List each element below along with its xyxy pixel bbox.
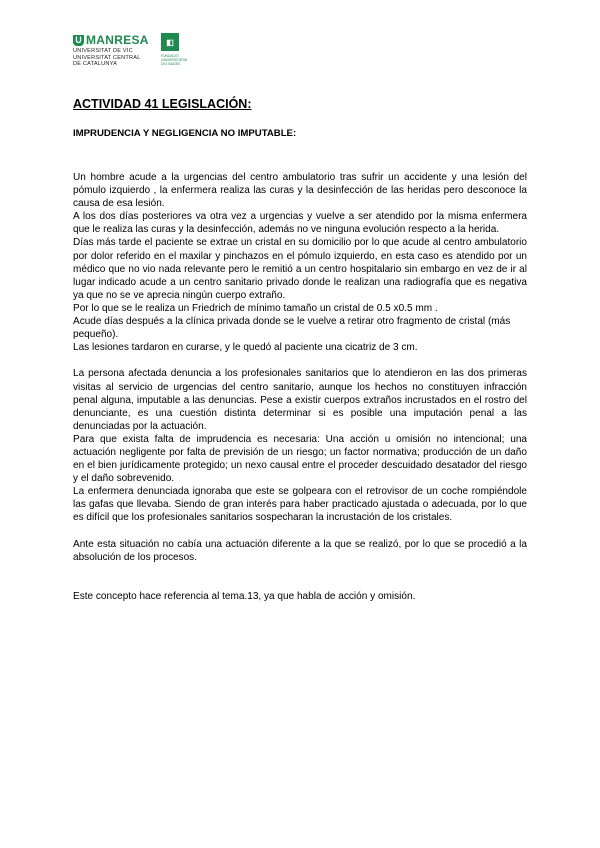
foundation-line: FUNDACIÓ bbox=[161, 54, 179, 58]
paragraph: La enfermera denunciada ignoraba que este se golpeara con el retrovisor de un coche rompiéndole las gafas que llevaba. Siendo de gran interés para haber practicado ajustada o adecuada, por lo que es difícil que los profesionales sanitarios sospecharan la incrustación de los cristales. bbox=[73, 486, 527, 524]
logo-line: UNIVERSITAT CENTRAL bbox=[73, 54, 141, 61]
logo-name: MANRESA bbox=[86, 33, 149, 47]
paragraph: Las lesiones tardaron en curarse, y le quedó al paciente una cicatriz de 3 cm. bbox=[73, 342, 418, 354]
paragraph: Ante esta situación no cabía una actuación diferente a la que se realizó, por lo que se procedió a la absolución de los procesos. bbox=[73, 538, 527, 563]
paragraph: Días más tarde el paciente se extrae un cristal en su domicilio por lo que acude al centro ambulatorio por dolor referido en el maxilar y pinchazos en el pómulo izquierdo, en esta caso es atendido por un médico que no vio nada relevante pero le remitió a un centro hospitalario sin embargo en vez de ir al lugar indicado acude a un centro sanitario privado donde le realizan una radiografía que es negativa ya que no se ve aprecia ningún cuerpo extraño. bbox=[73, 237, 527, 301]
document-body bbox=[73, 171, 527, 603]
paragraph: Un hombre acude a la urgencias del centro ambulatorio tras sufrir un accidente y una lesión del pómulo izquierdo , la enfermera realiza las curas y la desinfección de las heridas pero desconoce la causa de esa lesión. bbox=[73, 172, 527, 210]
paragraph: A los dos días posteriores va otra vez a urgencias y vuelve a ser atendido por la misma enfermera que le realiza las curas y la desinfección, además no ve ninguna evolución respecto a la herida. bbox=[73, 211, 527, 236]
logo-wordmark bbox=[73, 33, 149, 47]
university-logo bbox=[73, 33, 213, 77]
paragraph: Para que exista falta de imprudencia es necesaria: Una acción u omisión no intencional; una actuación negligente por falta de previsión de un riesgo; un factor normativa; producción de un daño en el bien jurídicamente protegido; un nexo causal entre el proceder descuidado desatador del riesgo y el daño sobrevenido. bbox=[73, 433, 527, 485]
foundation-logo-icon: ◧ bbox=[161, 33, 179, 51]
logo-line: UNIVERSITAT DE VIC bbox=[73, 48, 133, 54]
paragraph: Acude días después a la clínica privada donde se le vuelve a retirar otro fragmento de cristal (más pequeño). bbox=[73, 316, 511, 341]
foundation-line: UNIVERSITÀRIA bbox=[161, 58, 187, 62]
logo-line: DE CATALUNYA bbox=[73, 61, 118, 67]
page-title: ACTIVIDAD 41 LEGISLACIÓN: bbox=[73, 97, 252, 111]
paragraph: La persona afectada denuncia a los profesionales sanitarios que lo atendieron en las dos primeras visitas al servicio de urgencias del centro sanitario, aunque los hechos no constituyen infracción penal alguna, imputable a las denuncias. Pese a existir cuerpos extraños incrustados en el rostro del denunciante, es una cuestión distinta determinar si es posible una imputación penal a las denunciadas por la actuación. bbox=[73, 368, 527, 432]
paragraph: Por lo que se le realiza un Friedrich de mínimo tamaño un cristal de 0.5 x0.5 mm . bbox=[73, 302, 438, 314]
paragraph: Este concepto hace referencia al tema.13, ya que habla de acción y omisión. bbox=[73, 591, 416, 602]
u-shield-icon: U bbox=[73, 35, 84, 46]
section-subtitle: IMPRUDENCIA Y NEGLIGENCIA NO IMPUTABLE: bbox=[73, 128, 297, 139]
foundation-line: DEL BAGES bbox=[161, 62, 181, 66]
